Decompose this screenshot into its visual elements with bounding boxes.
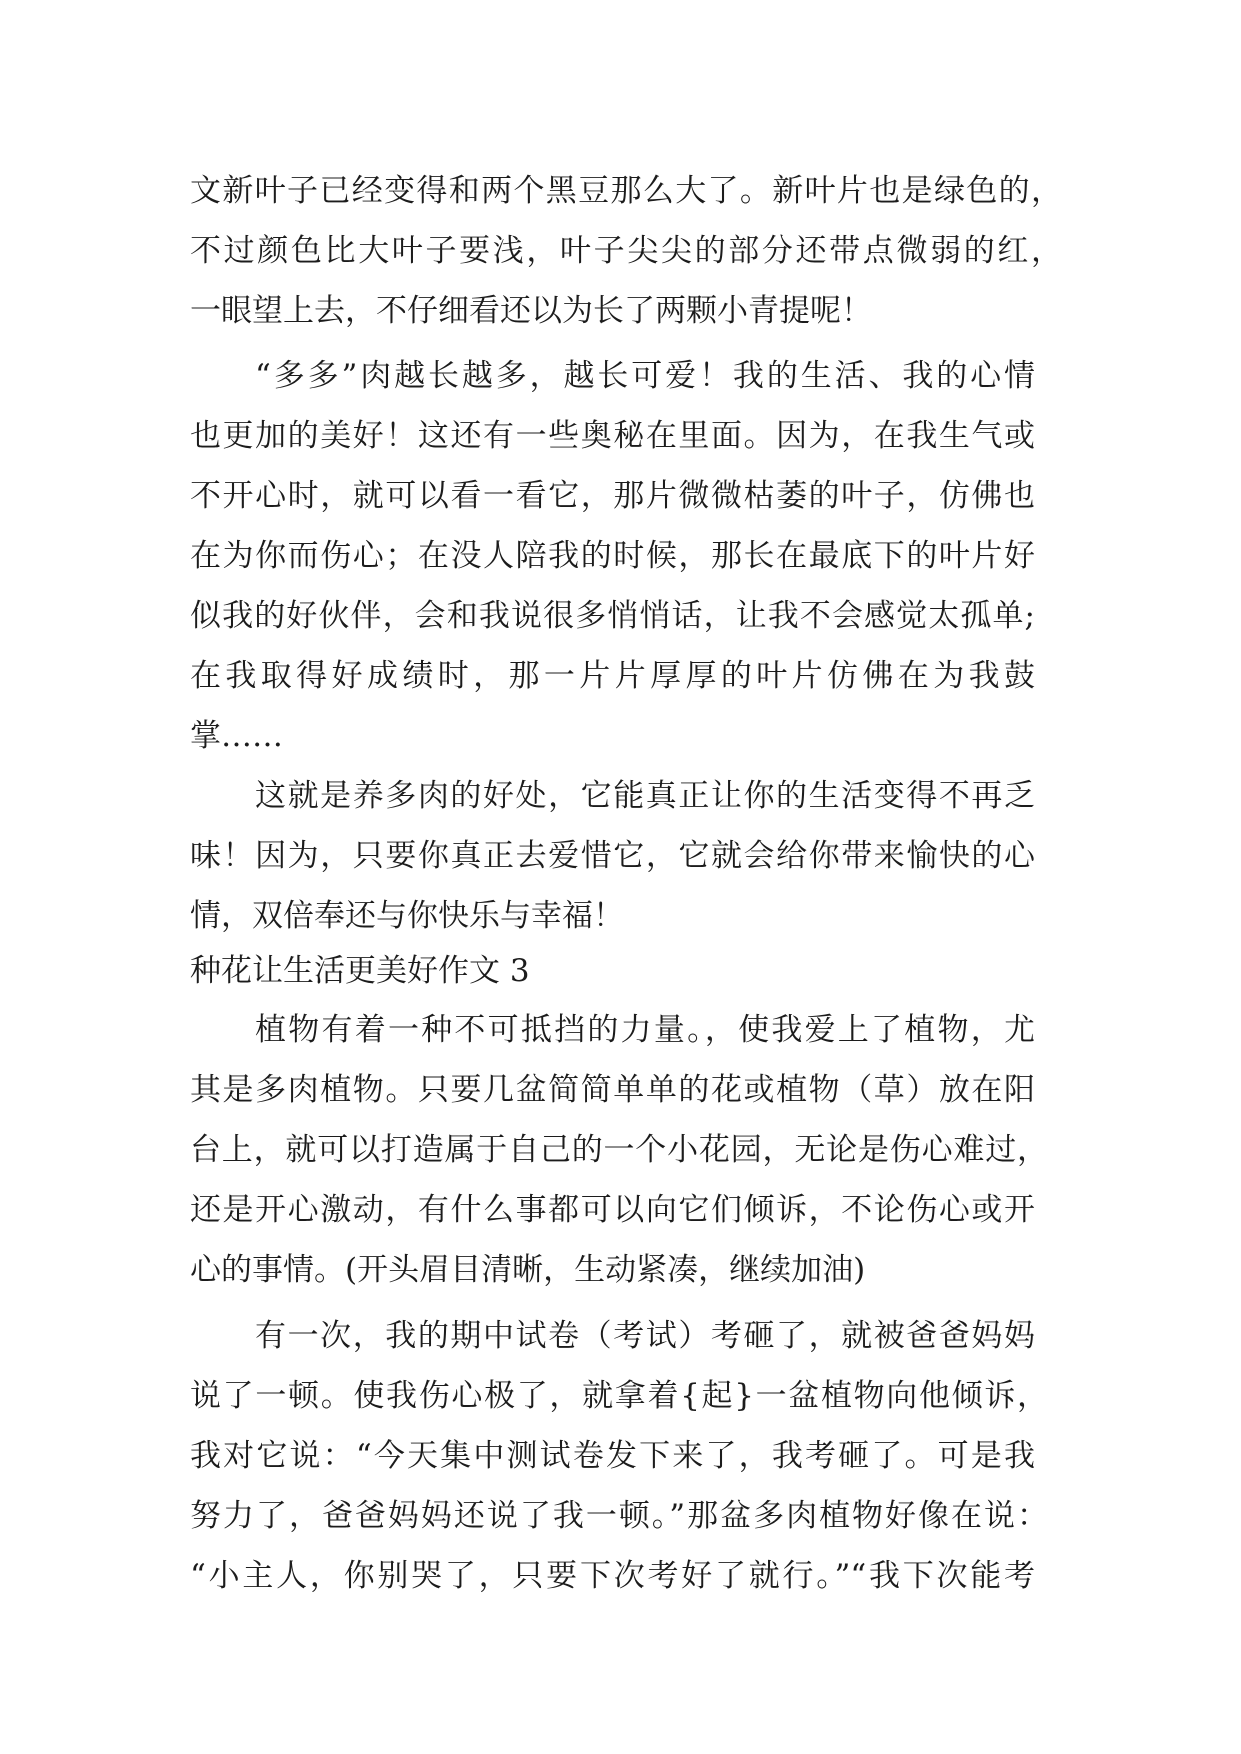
text-line: 说了一顿。使我伤心极了，就拿着{起}一盆植物向他倾诉，	[190, 1378, 1048, 1414]
text-line: 不开心时，就可以看一看它，那片微微枯萎的叶子，仿佛也	[190, 478, 1035, 514]
text-line: 情，双倍奉还与你快乐与幸福！	[190, 898, 624, 934]
text-line: 文新叶子已经变得和两个黑豆那么大了。新叶片也是绿色的，	[190, 173, 1062, 209]
text-line: 味！因为，只要你真正去爱惜它，它就会给你带来愉快的心	[190, 838, 1035, 874]
text-line: 其是多肉植物。只要几盆简简单单的花或植物（草）放在阳	[190, 1072, 1035, 1108]
text-line: 台上，就可以打造属于自己的一个小花园，无论是伤心难过，	[190, 1132, 1048, 1168]
text-line: 在为你而伤心；在没人陪我的时候，那长在最底下的叶片好	[190, 538, 1035, 574]
text-line: 似我的好伙伴，会和我说很多悄悄话，让我不会感觉太孤单;	[190, 598, 1035, 634]
text-line: 也更加的美好！这还有一些奥秘在里面。因为，在我生气或	[190, 418, 1035, 454]
section-heading: 种花让生活更美好作文 3	[190, 953, 530, 989]
text-line: 我对它说：“今天集中测试卷发下来了，我考砸了。可是我	[190, 1438, 1035, 1474]
text-line: 一眼望上去，不仔细看还以为长了两颗小青提呢！	[190, 293, 872, 329]
text-line: 掌……	[190, 718, 283, 754]
text-line: 心的事情。(开头眉目清晰，生动紧凑，继续加油)	[190, 1252, 866, 1288]
text-line: “多多”肉越长越多，越长可爱！我的生活、我的心情	[255, 358, 1035, 394]
text-line: 在我取得好成绩时，那一片片厚厚的叶片仿佛在为我鼓	[190, 658, 1035, 694]
text-line: “小主人，你别哭了，只要下次考好了就行。”“我下次能考	[190, 1558, 1035, 1594]
text-line: 有一次，我的期中试卷（考试）考砸了，就被爸爸妈妈	[255, 1318, 1035, 1354]
text-line: 不过颜色比大叶子要浅，叶子尖尖的部分还带点微弱的红，	[190, 233, 1062, 269]
text-line: 植物有着一种不可抵挡的力量。，使我爱上了植物，尤	[255, 1012, 1035, 1048]
text-line: 这就是养多肉的好处，它能真正让你的生活变得不再乏	[255, 778, 1035, 814]
text-line: 努力了，爸爸妈妈还说了我一顿。”那盆多肉植物好像在说：	[190, 1498, 1048, 1534]
text-line: 还是开心激动，有什么事都可以向它们倾诉，不论伤心或开	[190, 1192, 1035, 1228]
